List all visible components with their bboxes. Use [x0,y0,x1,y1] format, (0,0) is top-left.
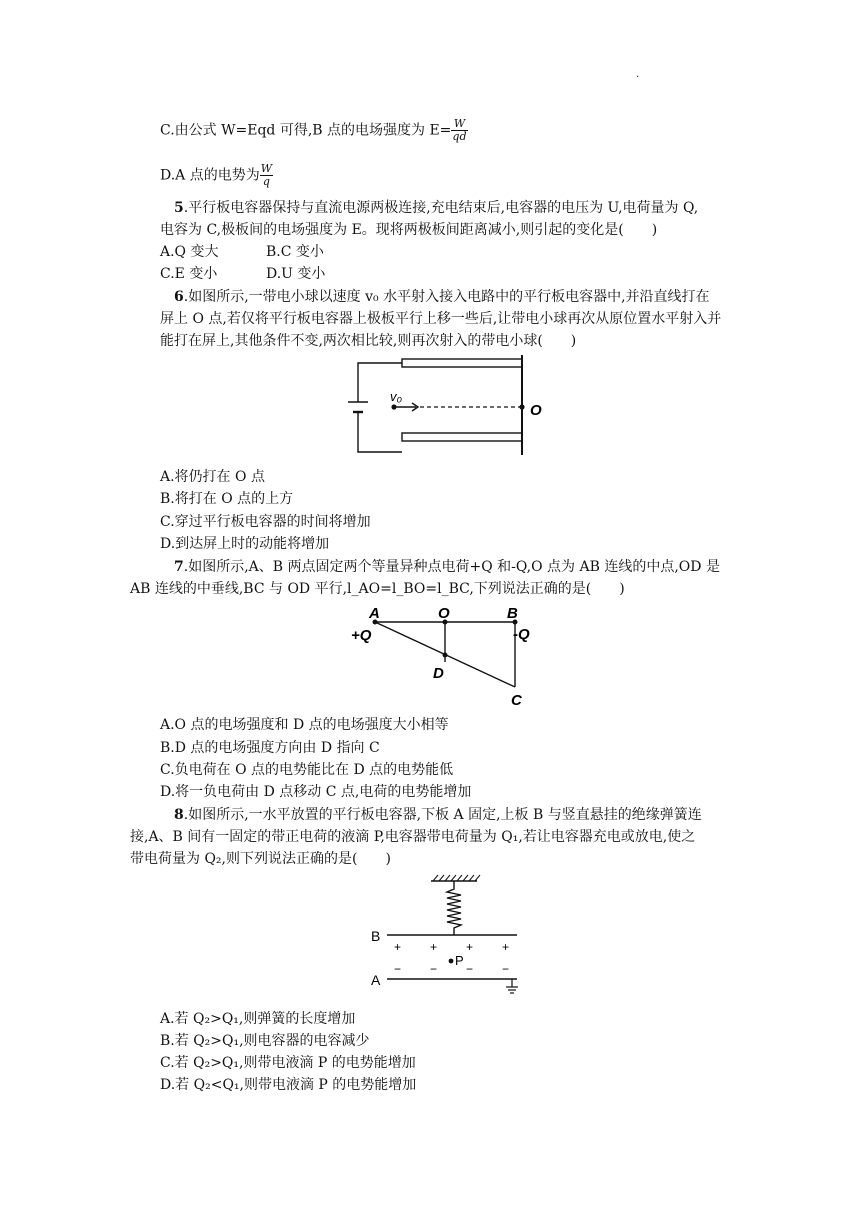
q8-option-d[interactable]: D.若 Q₂<Q₁,则带电液滴 P 的电势能增加 [160,1077,417,1093]
ceiling-hatch [433,875,480,881]
q6-option-a[interactable]: A.将仍打在 O 点 [160,469,265,485]
q5-option-b[interactable]: B.C 变小 [266,244,324,260]
q6-stem-line3: 能打在屏上,其他条件不变,两次相比较,则再次射入的带电小球( ) [160,333,577,349]
q4-option-d[interactable] [160,163,273,188]
minus-sign: − [394,962,402,976]
spring [447,881,461,935]
q4-option-c-text: C.由公式 W=Eqd 可得,B 点的电场强度为 E= [160,122,452,139]
label-c: C [511,692,522,709]
q7-stem-line2: AB 连线的中垂线,BC 与 OD 平行,l_AO=l_BO=l_BC,下列说法正确的是( ) [130,581,625,597]
q5-option-c[interactable]: C.E 变小 [160,266,218,282]
q8-stem-line3: 带电荷量为 Q₂,则下列说法正确的是( ) [130,851,391,867]
fraction-denominator: q [262,175,270,188]
charged-ball [391,404,396,409]
point-o-dot [519,404,524,409]
header-mark: . [636,69,640,80]
label-d: D [433,665,444,682]
fraction-numerator: W [451,118,467,131]
question-number: 7 [174,559,184,575]
q7-stem-line1 [174,558,720,576]
question-number: 8 [174,807,184,823]
q8-option-c[interactable]: C.若 Q₂>Q₁,则带电液滴 P 的电势能增加 [160,1055,416,1071]
plus-sign: + [502,940,510,954]
q4-option-c-fraction [451,118,467,143]
label-a: A [369,605,380,622]
q8-stem-line2: 接,A、B 间有一固定的带正电荷的液滴 P,电容器带电荷量为 Q₁,若让电容器充电或放电,使之 [130,829,696,845]
q7-option-c[interactable]: C.负电荷在 O 点的电势能比在 D 点的电势能低 [160,762,454,778]
q4-option-c[interactable] [160,118,468,143]
question-number: 5 [174,200,184,216]
q5-option-d[interactable]: D.U 变小 [266,266,326,282]
minus-sign: − [466,962,474,976]
q4-option-d-fraction [260,163,273,188]
q8-stem-line1 [174,806,702,824]
q5-stem-line1 [174,199,698,217]
q8-option-b[interactable]: B.若 Q₂>Q₁,则电容器的电容减少 [160,1033,370,1049]
label-b: B [507,605,518,622]
q7-option-a[interactable]: A.O 点的电场强度和 D 点的电场强度大小相等 [160,717,449,733]
question-number: 6 [174,289,184,305]
fraction-numerator: W [260,162,273,175]
q8-stem-text: .如图所示,一水平放置的平行板电容器,下板 A 固定,上板 B 与竖直悬挂的绝缘弹簧连 [183,807,702,823]
q6-stem-text: .如图所示,一带电小球以速度 v₀ 水平射入接入电路中的平行板电容器中,并沿直线打在 [183,289,710,305]
q6-option-b[interactable]: B.将打在 O 点的上方 [160,491,294,507]
q6-capacitor-figure [344,355,554,459]
q4-option-d-text: D.A 点的电势为 [160,167,260,184]
q5-stem-line2: 电容为 C,极板间的电场强度为 E。现将两极板间距离减小,则引起的变化是( ) [160,222,658,238]
q6-stem-line1 [174,288,710,306]
droplet-p [449,959,454,964]
q6-option-d[interactable]: D.到达屏上时的动能将增加 [160,536,330,552]
q7-dipole-figure [345,602,555,710]
label-p: P [455,953,464,968]
velocity-label: v₀ [390,389,402,404]
label-plus-q: +Q [351,627,372,644]
minus-sign: − [430,962,438,976]
plus-sign: + [430,940,438,954]
q8-capacitor-spring-figure [365,873,525,1001]
plus-sign: + [394,940,402,954]
capacitor-top-plate [402,359,522,367]
label-b: B [371,928,381,944]
label-a: A [371,972,381,988]
q7-option-b[interactable]: B.D 点的电场强度方向由 D 指向 C [160,740,380,756]
q5-stem-text: .平行板电容器保持与直流电源两极连接,充电结束后,电容器的电压为 U,电荷量为 Q, [183,200,699,216]
q8-option-a[interactable]: A.若 Q₂>Q₁,则弹簧的长度增加 [160,1011,356,1027]
q6-stem-line2: 屏上 O 点,若仅将平行板电容器上极板平行上移一些后,让带电小球再次从原位置水平射入并 [160,311,722,327]
ground-icon [506,979,518,993]
q7-stem-text: .如图所示,A、B 两点固定两个等量异种点电荷+Q 和-Q,O 点为 AB 连线的中点,OD 是 [183,559,720,575]
minus-sign: − [502,962,510,976]
label-o: O [438,605,450,622]
plus-sign: + [466,940,474,954]
q5-option-a[interactable]: A.Q 变大 [160,244,219,260]
label-minus-q: -Q [513,626,530,643]
capacitor-bottom-plate [402,433,522,441]
q6-option-c[interactable]: C.穿过平行板电容器的时间将增加 [160,514,371,530]
q7-option-d[interactable]: D.将一负电荷由 D 点移动 C 点,电荷的电势能增加 [160,784,472,800]
point-d-dot [443,653,448,658]
point-o-label: O [530,402,542,419]
fraction-denominator: qd [452,130,467,143]
